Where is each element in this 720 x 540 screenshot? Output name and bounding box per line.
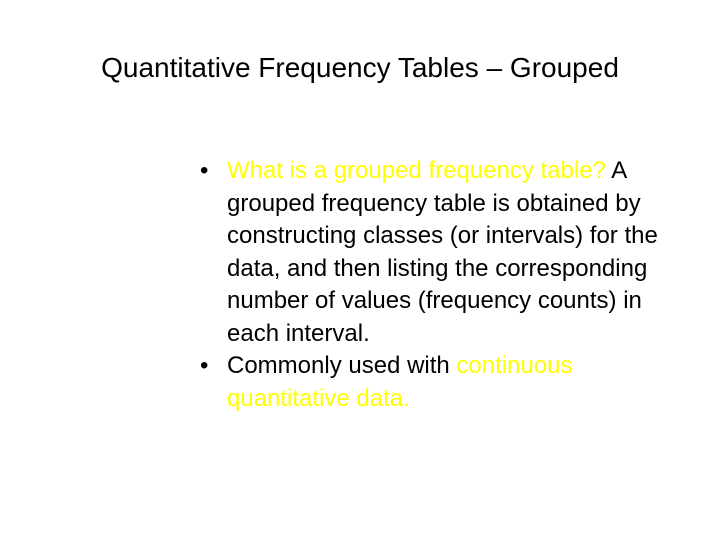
bullet-definition-text: A grouped frequency table is obtained by constructing classes (or intervals) for the data, and then listing the corresponding number of values (frequency counts) in each interval. bbox=[227, 157, 658, 347]
bullet-question: What is a grouped frequency table? bbox=[227, 157, 606, 184]
bullet-usage-text: Commonly used with bbox=[227, 352, 457, 379]
bullet-item-grouped-definition bbox=[194, 155, 694, 350]
slide-title: Quantitative Frequency Tables – Grouped bbox=[101, 52, 619, 83]
bullet-marker: • bbox=[200, 157, 209, 184]
bullet-marker: • bbox=[200, 352, 209, 379]
slide-body bbox=[194, 155, 694, 415]
bullet-item-continuous-data bbox=[194, 350, 694, 415]
bullet-highlight-text: continuous quantitative data. bbox=[227, 352, 573, 412]
